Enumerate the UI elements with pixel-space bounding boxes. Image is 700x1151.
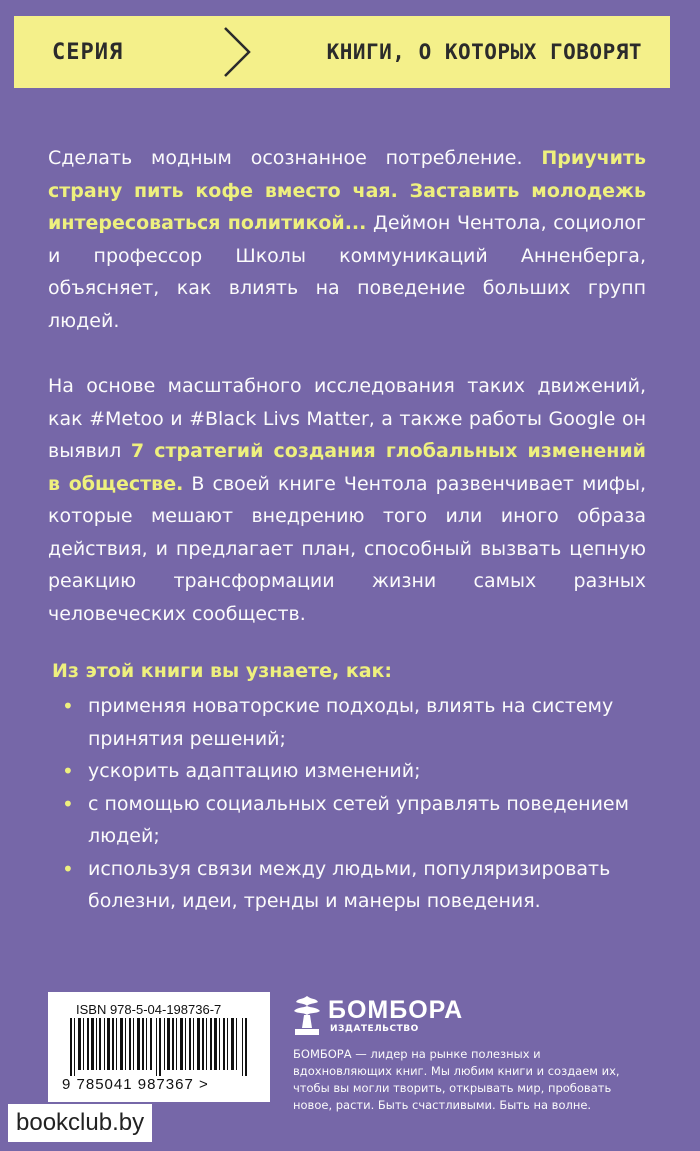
barcode-icon [60, 1018, 260, 1076]
list-item [62, 755, 652, 788]
list-item-text: ускорить адаптацию изменений; [88, 760, 421, 782]
watermark: bookclub.by [8, 1104, 152, 1142]
bullet-icon: • [62, 694, 74, 718]
description-paragraph-2 [48, 370, 646, 630]
list-item-text: используя связи между людьми, популяризировать болезни, идеи, тренды и манеры поведения. [88, 857, 611, 912]
barcode-digits: 9 785041 987367 > [62, 1076, 209, 1093]
publisher-description: БОМБОРА — лидер на рынке полезных и вдохновляющих книг. Мы любим книги и создаем их, чтобы вы могли творить, открывать мир, пробовать новое, расти. Быть счастливыми. Быть на волне. [293, 1047, 620, 1112]
series-label: СЕРИЯ [52, 39, 124, 65]
description-paragraph-1 [48, 142, 646, 337]
chevron-right-icon [219, 24, 253, 80]
publisher-logo-icon [290, 994, 324, 1038]
paragraph1-highlight: Приучить страну пить кофе вместо чая. Заставить молодежь интересоваться политикой... [48, 147, 646, 234]
list-item [62, 788, 652, 853]
series-name: КНИГИ, О КОТОРЫХ ГОВОРЯТ [326, 40, 642, 64]
isbn-text: ISBN 978-5-04-198736-7 [76, 1002, 222, 1017]
bullet-icon: • [62, 856, 74, 881]
paragraph1-text-start: Сделать модным осознанное потребление. [48, 147, 542, 169]
bullet-icon: • [62, 791, 74, 816]
barcode-box [48, 992, 270, 1102]
list-item-text: с помощью социальных сетей управлять поведением людей; [88, 792, 629, 847]
list-item-text: применяя новаторские подходы, влиять на систему принятия решений; [88, 695, 614, 750]
publisher-name: БОМБОРА [328, 996, 464, 1024]
list-item [62, 853, 652, 918]
paragraph2-highlight: 7 стратегий создания глобальных изменений в обществе. [48, 440, 646, 495]
publisher-subtitle: ИЗДАТЕЛЬСТВО [330, 1024, 419, 1034]
paragraph2-text-start: На основе масштабного исследования таких движений, как #Metoo и #Black Livs Matter, а также работы Google он выявил [48, 375, 646, 462]
learn-list [62, 690, 652, 918]
paragraph1-text-end: Деймон Чентола, социолог и профессор Школы коммуникаций Анненберга, объясняет, как влиять на поведение больших групп людей. [48, 212, 647, 332]
bullet-icon: • [62, 759, 74, 783]
learn-heading: Из этой книги вы узнаете, как: [52, 660, 393, 682]
series-banner [14, 16, 670, 88]
paragraph2-text-end: В своей книге Чентола развенчивает мифы, которые мешают внедрению того или иного образа действия, и предлагает план, способный вызвать цепную реакцию трансформации жизни самых разных человеческих сообществ. [48, 472, 646, 625]
list-item [62, 690, 652, 755]
